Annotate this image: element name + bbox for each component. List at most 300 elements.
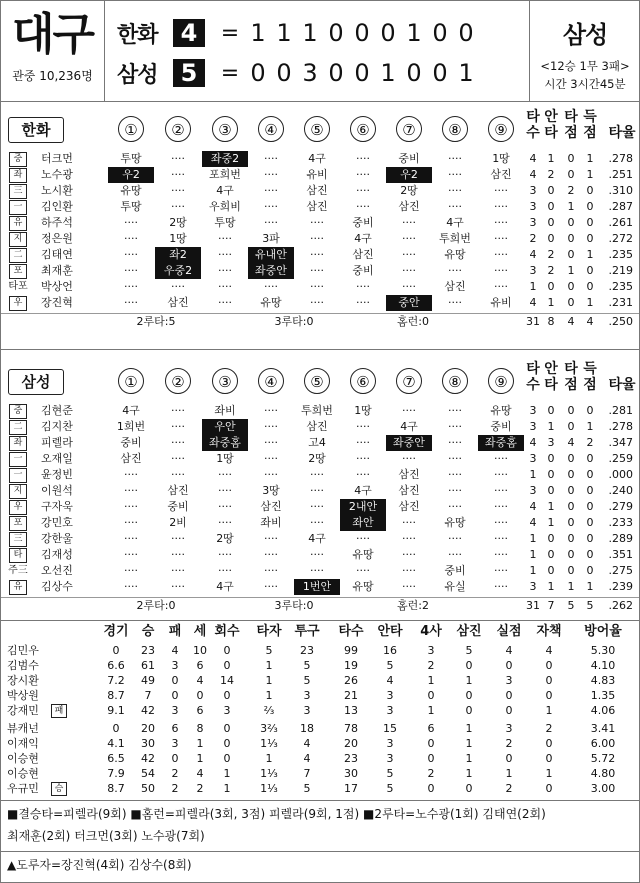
pitching-col-header: 패 [168, 624, 182, 639]
stat-r: 0 [586, 484, 594, 497]
pitching-stat: 3 [303, 704, 311, 717]
batting-average: .289 [608, 532, 633, 545]
pitching-stat: 0 [545, 782, 553, 795]
team-average: .250 [608, 315, 633, 328]
game-time: 시간 3시간45분 [544, 77, 626, 91]
at-bat-result: ···· [124, 532, 138, 545]
pitcher-name: 이승현 [7, 767, 39, 780]
pitching-stat: 13 [344, 704, 358, 717]
at-bat-result: ···· [171, 564, 185, 577]
stat-ab: 1 [529, 564, 537, 577]
at-bat-result: ···· [402, 452, 416, 465]
batting-summary [1, 597, 639, 614]
stat-h: 0 [547, 548, 555, 561]
batter-name: 구자욱 [41, 500, 73, 513]
inning-run: 3 [302, 59, 318, 87]
pitching-stat: 5 [303, 674, 311, 687]
at-bat-result: ···· [171, 548, 185, 561]
pitching-col-header: 실점 [496, 624, 522, 639]
away-inning-line [245, 19, 479, 47]
at-bat-result: 우중2 [155, 263, 201, 279]
pitching-stat: 5 [303, 659, 311, 672]
stolen-base-notes [7, 854, 635, 876]
stat-rbi: 0 [567, 452, 575, 465]
at-bat-result: ···· [218, 264, 232, 277]
pitching-stat: 6.6 [107, 659, 125, 672]
pitching-stat: 30 [344, 767, 358, 780]
pitching-stat: 15 [383, 722, 397, 735]
stat-ab: 1 [529, 280, 537, 293]
pitching-col-header: 4사 [420, 624, 442, 639]
pitcher-name: 박상원 [7, 689, 39, 702]
stat-ab: 3 [529, 200, 537, 213]
pitching-stat: 1 [265, 689, 273, 702]
pitching-stat: 0 [427, 737, 435, 750]
at-bat-result: 유땅 [260, 296, 282, 309]
pitcher-row [1, 736, 639, 751]
stat-ab: 4 [529, 516, 537, 529]
batter-row [1, 199, 639, 215]
batter-name: 최재훈 [41, 264, 73, 277]
stat-ab: 3 [529, 216, 537, 229]
pitching-stat: 78 [344, 722, 358, 735]
stat-r: 0 [586, 216, 594, 229]
stat-rbi: 0 [567, 232, 575, 245]
stat-r: 0 [586, 564, 594, 577]
at-bat-result: 투땅 [120, 200, 142, 213]
batter-name: 피렐라 [41, 436, 73, 449]
at-bat-result: ···· [310, 500, 324, 513]
hanwha-batting [1, 101, 639, 347]
at-bat-result: ···· [124, 580, 138, 593]
winner-team: 삼성 [562, 21, 608, 49]
pitcher-name: 우규민 [7, 782, 39, 795]
at-bat-result: ···· [310, 516, 324, 529]
at-bat-result: 좌중안 [248, 263, 294, 279]
batter-row [1, 279, 639, 295]
pitching-stat: 3 [303, 689, 311, 702]
stat-header-ab: 타수 [526, 109, 540, 141]
pitching-stat: 2 [427, 767, 435, 780]
at-bat-result: ···· [171, 468, 185, 481]
batter-row [1, 435, 639, 451]
at-bat-result: ···· [218, 296, 232, 309]
equals-sign: = [220, 60, 240, 86]
stat-h: 0 [547, 564, 555, 577]
pitching-stat: 0 [171, 752, 179, 765]
position-badge: 타 [9, 548, 27, 563]
batter-row [1, 419, 639, 435]
pitching-stat: 2 [545, 722, 553, 735]
pitching-stat: 0 [223, 689, 231, 702]
at-bat-result: ···· [402, 404, 416, 417]
doubles-total: 2루타:0 [136, 599, 176, 612]
stat-ab: 3 [529, 420, 537, 433]
at-bat-result: ···· [448, 296, 462, 309]
stat-header-r: 득점 [583, 109, 597, 141]
inning-header: ⑦ [396, 116, 422, 142]
stat-rbi: 0 [567, 404, 575, 417]
pitching-stat: 0 [223, 752, 231, 765]
pitching-stat: 10 [193, 644, 207, 657]
stat-h: 0 [547, 184, 555, 197]
decision-badge: 승 [51, 782, 67, 796]
divider [1, 349, 639, 350]
at-bat-result: ···· [448, 168, 462, 181]
pitching-col-header: 승 [141, 624, 155, 639]
pitcher-row [1, 688, 639, 703]
at-bat-result: ···· [356, 420, 370, 433]
away-team-name: 한화 [117, 22, 158, 48]
at-bat-result: 1희번 [116, 420, 146, 433]
at-bat-result: ···· [310, 548, 324, 561]
pitching-stat: 23 [344, 752, 358, 765]
pitching-col-header: 타수 [338, 624, 364, 639]
batter-row [1, 451, 639, 467]
pitching-stat: 5 [386, 659, 394, 672]
at-bat-result: 포희번 [209, 168, 241, 181]
at-bat-result: 우희비 [209, 200, 241, 213]
team-record: <12승 1무 3패> [540, 59, 630, 73]
stat-h: 0 [547, 468, 555, 481]
stat-r: 1 [586, 248, 594, 261]
pitching-stat: 6.5 [107, 752, 125, 765]
pitching-stat: 2 [505, 782, 513, 795]
pitcher-name: 이승현 [7, 752, 39, 765]
at-bat-result: 중비 [490, 420, 512, 433]
inning-header: ⑧ [442, 368, 468, 394]
at-bat-result: ···· [264, 532, 278, 545]
pitching-stat: 1 [223, 767, 231, 780]
pitching-stat: 8.7 [107, 782, 125, 795]
pitching-stat: 4 [303, 752, 311, 765]
at-bat-result: 유비 [490, 296, 512, 309]
triples-total: 3루타:0 [274, 599, 314, 612]
linescore-home [117, 53, 479, 93]
at-bat-result: ···· [218, 232, 232, 245]
pitching-stat: 1 [427, 704, 435, 717]
at-bat-result: ···· [448, 436, 462, 449]
at-bat-result: ···· [218, 248, 232, 261]
pitching-stat: 0 [545, 689, 553, 702]
at-bat-result: 4구 [354, 232, 372, 245]
position-badge: 一 [9, 200, 27, 215]
at-bat-result: ···· [494, 216, 508, 229]
inning-run: 0 [250, 59, 266, 87]
batter-row [1, 403, 639, 419]
at-bat-result: 유땅 [490, 404, 512, 417]
pitching-stat: 0 [505, 659, 513, 672]
pitcher-row [1, 703, 639, 718]
stat-header-rbi: 타점 [564, 361, 578, 393]
batter-name: 김인환 [41, 200, 73, 213]
pitching-col-header: 경기 [103, 624, 129, 639]
batting-average: .235 [608, 248, 633, 261]
stat-ab: 4 [529, 248, 537, 261]
position-badge: 三 [9, 184, 27, 199]
inning-header: ⑥ [350, 368, 376, 394]
divider [1, 800, 639, 801]
game-notes [7, 803, 635, 847]
pitching-stat: 3 [386, 752, 394, 765]
at-bat-result: ···· [264, 184, 278, 197]
at-bat-result: ···· [448, 264, 462, 277]
pitching-stat: 1 [465, 737, 473, 750]
pitching-stat: 4 [545, 644, 553, 657]
pitching-stat: 1 [265, 752, 273, 765]
stat-h: 3 [547, 436, 555, 449]
pitching-stat: 4.80 [590, 767, 616, 780]
stat-header-h: 안타 [544, 109, 558, 141]
pitching-col-header: 안타 [377, 624, 403, 639]
stat-ab: 1 [529, 468, 537, 481]
pitching-stat: 0 [545, 737, 553, 750]
at-bat-result: ···· [310, 216, 324, 229]
at-bat-result: 2땅 [216, 532, 234, 545]
batting-average: .287 [608, 200, 633, 213]
inning-header: ⑧ [442, 116, 468, 142]
total-rbi: 5 [567, 599, 575, 612]
venue-panel [1, 1, 105, 101]
pitching-stat: 1 [505, 767, 513, 780]
inning-header: ⑨ [488, 368, 514, 394]
stat-h: 0 [547, 484, 555, 497]
winner-panel [529, 1, 640, 101]
at-bat-result: ···· [494, 564, 508, 577]
at-bat-result: ···· [218, 516, 232, 529]
pitching-stat: 1⅓ [260, 737, 278, 750]
pitching-stat: 3 [171, 704, 179, 717]
stat-rbi: 0 [567, 280, 575, 293]
team-label: 한화 [8, 117, 64, 143]
at-bat-result: 4구 [446, 216, 464, 229]
inning-run: 0 [380, 19, 396, 47]
pitching-stat: 1 [427, 674, 435, 687]
pitching-stat: 2 [171, 782, 179, 795]
at-bat-result: 2땅 [308, 452, 326, 465]
stat-rbi: 0 [567, 296, 575, 309]
at-bat-result: ···· [124, 280, 138, 293]
pitching-stat: 3 [223, 704, 231, 717]
pitcher-row [1, 781, 639, 796]
at-bat-result: 삼진 [306, 184, 328, 197]
decision-badge: 패 [51, 704, 67, 718]
at-bat-result: ···· [124, 248, 138, 261]
at-bat-result: 삼진 [306, 200, 328, 213]
at-bat-result: 유땅 [352, 580, 374, 593]
position-badge: 유 [9, 216, 27, 231]
pitching-col-header: 방어율 [584, 624, 622, 639]
batter-name: 김현준 [41, 404, 73, 417]
pitching-stat: 6 [196, 659, 204, 672]
batting-average: .278 [608, 420, 633, 433]
at-bat-result: ···· [494, 248, 508, 261]
inning-run: 0 [354, 59, 370, 87]
pitching-stat: 7.2 [107, 674, 125, 687]
batting-average: .351 [608, 548, 633, 561]
pitching-stat: 20 [344, 737, 358, 750]
stat-r: 1 [586, 168, 594, 181]
position-badge: 二 [9, 248, 27, 263]
pitching-stat: 1.35 [590, 689, 616, 702]
stat-ab: 3 [529, 184, 537, 197]
inning-header: ② [165, 116, 191, 142]
batter-name: 김재성 [41, 548, 73, 561]
at-bat-result: 삼진 [398, 500, 420, 513]
position-badge: 좌 [9, 168, 27, 183]
pitching-stat: 3⅔ [260, 722, 278, 735]
stat-h: 1 [547, 580, 555, 593]
at-bat-result: ···· [218, 500, 232, 513]
pitching-stat: ⅔ [263, 704, 275, 717]
at-bat-result: ···· [494, 516, 508, 529]
inning-run: 0 [354, 19, 370, 47]
inning-run: 1 [250, 19, 266, 47]
at-bat-result: ···· [264, 280, 278, 293]
at-bat-result: ···· [264, 580, 278, 593]
pitching-stat: 16 [383, 644, 397, 657]
inning-run: 1 [276, 19, 292, 47]
at-bat-result: 우2 [386, 167, 432, 183]
at-bat-result: ···· [264, 404, 278, 417]
stat-rbi: 0 [567, 468, 575, 481]
inning-run: 0 [432, 59, 448, 87]
pitching-stat: 4 [505, 644, 513, 657]
pitching-stat: 54 [141, 767, 155, 780]
pitching-stat: 0 [465, 689, 473, 702]
stat-rbi: 0 [567, 168, 575, 181]
at-bat-result: ···· [124, 484, 138, 497]
pitching-stat: 30 [141, 737, 155, 750]
pitching-stat: 21 [344, 689, 358, 702]
batting-average: .233 [608, 516, 633, 529]
pitching-stat: 0 [545, 659, 553, 672]
batter-name: 김상수 [41, 580, 73, 593]
stat-rbi: 0 [567, 532, 575, 545]
stat-r: 2 [586, 436, 594, 449]
inning-run: 0 [328, 59, 344, 87]
stat-rbi: 0 [567, 152, 575, 165]
pitching-stat: 5.72 [590, 752, 616, 765]
pitcher-row [1, 658, 639, 673]
stat-h: 2 [547, 264, 555, 277]
batter-name: 김지찬 [41, 420, 73, 433]
at-bat-result: ···· [218, 484, 232, 497]
pitching-stat: 0 [465, 704, 473, 717]
at-bat-result: ···· [171, 420, 185, 433]
at-bat-result: 2비 [169, 516, 187, 529]
at-bat-result: ···· [356, 296, 370, 309]
stat-header-h: 안타 [544, 361, 558, 393]
inning-run: 1 [302, 19, 318, 47]
batter-name: 오선진 [41, 564, 73, 577]
batter-name: 정은원 [41, 232, 73, 245]
notes-line: ▲도루자=장진혁(4회) 김상수(8회) [7, 858, 192, 872]
at-bat-result: ···· [171, 580, 185, 593]
at-bat-result: 삼진 [398, 484, 420, 497]
at-bat-result: ···· [310, 564, 324, 577]
pitching-stat: 6 [427, 722, 435, 735]
batter-row [1, 515, 639, 531]
pitcher-row [1, 721, 639, 736]
inning-run: 0 [328, 19, 344, 47]
at-bat-result: ···· [494, 484, 508, 497]
at-bat-result: ···· [402, 280, 416, 293]
pitching-stat: 0 [505, 704, 513, 717]
stat-ab: 3 [529, 580, 537, 593]
stat-rbi: 0 [567, 500, 575, 513]
inning-header: ① [118, 116, 144, 142]
position-badge: 중 [9, 404, 27, 419]
stat-h: 0 [547, 200, 555, 213]
at-bat-result: ···· [124, 296, 138, 309]
stat-header-avg: 타율 [608, 125, 636, 141]
batting-average: .239 [608, 580, 633, 593]
at-bat-result: ···· [356, 152, 370, 165]
stat-ab: 4 [529, 152, 537, 165]
batting-average: .251 [608, 168, 633, 181]
at-bat-result: 3땅 [262, 484, 280, 497]
stat-header-r: 득점 [583, 361, 597, 393]
home-team-name: 삼성 [117, 62, 158, 88]
at-bat-result: 중비 [444, 564, 466, 577]
at-bat-result: ···· [171, 184, 185, 197]
home-inning-line [245, 59, 479, 87]
at-bat-result: ···· [494, 280, 508, 293]
batter-name: 노수광 [41, 168, 73, 181]
inning-header: ⑦ [396, 368, 422, 394]
total-rbi: 4 [567, 315, 575, 328]
inning-header: ④ [258, 368, 284, 394]
stat-rbi: 1 [567, 580, 575, 593]
pitching-stat: 5 [303, 782, 311, 795]
batter-name: 터크먼 [41, 152, 73, 165]
at-bat-result: ···· [264, 152, 278, 165]
pitching-stat: 1⅓ [260, 767, 278, 780]
at-bat-result: 유땅 [120, 184, 142, 197]
pitching-stat: 6 [171, 722, 179, 735]
batting-average: .272 [608, 232, 633, 245]
at-bat-result: 삼진 [444, 280, 466, 293]
stat-ab: 4 [529, 500, 537, 513]
notes-line: 최재훈(2회) 터크먼(3회) 노수광(7회) [7, 829, 205, 843]
inning-header: ② [165, 368, 191, 394]
inning-header: ⑥ [350, 116, 376, 142]
batting-average: .231 [608, 296, 633, 309]
pitching-col-header: 타자 [256, 624, 282, 639]
stat-ab: 1 [529, 532, 537, 545]
at-bat-result: ···· [356, 184, 370, 197]
at-bat-result: ···· [356, 436, 370, 449]
batter-name: 윤정빈 [41, 468, 73, 481]
at-bat-result: ···· [264, 436, 278, 449]
at-bat-result: ···· [402, 580, 416, 593]
batter-name: 이원석 [41, 484, 73, 497]
pitching-stat: 5.30 [590, 644, 616, 657]
batting-average: .240 [608, 484, 633, 497]
batter-name: 노시환 [41, 184, 73, 197]
batter-name: 강한울 [41, 532, 73, 545]
stat-r: 0 [586, 184, 594, 197]
at-bat-result: 좌중2 [202, 151, 248, 167]
at-bat-result: 중비 [167, 500, 189, 513]
pitching-stat: 0 [505, 689, 513, 702]
pitching-stat: 4 [303, 737, 311, 750]
at-bat-result: ···· [402, 248, 416, 261]
at-bat-result: 유땅 [352, 548, 374, 561]
stat-ab: 4 [529, 296, 537, 309]
at-bat-result: 좌중안 [386, 435, 432, 451]
